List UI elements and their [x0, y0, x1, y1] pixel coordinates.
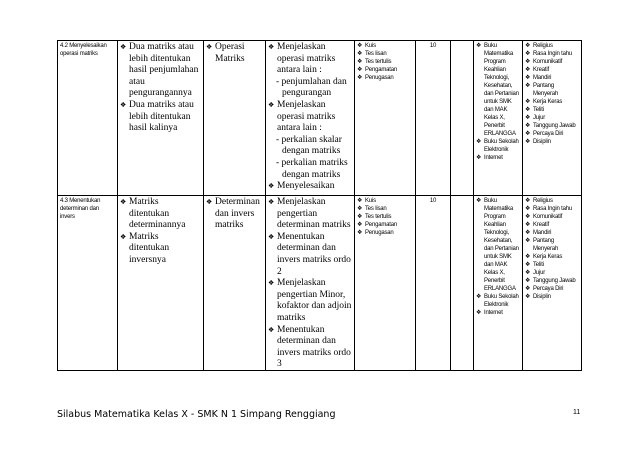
diamond-bullet-icon: ❖ — [357, 206, 363, 212]
waktu-value: 10 — [429, 43, 437, 49]
karakter-cell — [523, 196, 582, 371]
list-item: ❖ Tes lisan — [357, 51, 387, 57]
list-item: ❖ Rasa Ingin tahu — [525, 206, 573, 212]
diamond-bullet-icon: ❖ — [476, 43, 482, 49]
diamond-bullet-icon: ❖ — [525, 262, 531, 268]
list-item: ❖ Pengamatan — [357, 67, 398, 73]
penilaian-cell — [355, 196, 416, 371]
list-item: - penjumlahan dan pengurangan — [276, 76, 347, 99]
list-item: ❖ Menjelaskan operasi matriks antara lain : — [268, 42, 336, 76]
list-item: ❖ Mandiri — [525, 230, 552, 236]
karakter-cell — [523, 41, 582, 196]
kd-cell — [58, 41, 118, 196]
diamond-bullet-icon: ❖ — [525, 222, 531, 228]
syllabus-table — [57, 40, 582, 371]
list-item: ❖ Rasa Ingin tahu — [525, 51, 573, 57]
waktu-value: 10 — [429, 198, 437, 204]
list-item: ❖ Tanggung Jawab — [525, 278, 576, 284]
indikator-cell — [204, 196, 266, 371]
list-item: ❖ Disiplin — [525, 294, 551, 300]
diamond-bullet-icon: ❖ — [120, 198, 127, 206]
diamond-bullet-icon: ❖ — [525, 67, 531, 73]
list-item: ❖ Penugasan — [357, 75, 394, 81]
list-item: ❖ Menyelesaikan — [268, 181, 335, 192]
list-item: ❖ Percaya Diri — [525, 131, 564, 137]
sumber-cell — [474, 41, 523, 196]
diamond-bullet-icon: ❖ — [525, 83, 531, 89]
diamond-bullet-icon: ❖ — [525, 286, 531, 292]
diamond-bullet-icon: ❖ — [357, 214, 363, 220]
penilaian-cell — [355, 41, 416, 196]
list-item: - perkalian matriks dengan matriks — [276, 157, 348, 180]
diamond-bullet-icon: ❖ — [525, 238, 531, 244]
empty-cell — [451, 41, 474, 196]
list-item: ❖ Matriks ditentukan determinannya — [120, 197, 186, 231]
list-item: ❖ Jujur — [525, 270, 546, 276]
diamond-bullet-icon: ❖ — [525, 270, 531, 276]
diamond-bullet-icon: ❖ — [268, 279, 275, 288]
list-item: ❖ Menentukan determinan dan invers matriks ordo 2 — [268, 231, 351, 277]
list-item: ❖ Buku Sekolah Elektronik — [476, 294, 519, 308]
list-item: ❖ Religius — [525, 198, 553, 204]
indikator-cell — [204, 41, 266, 196]
diamond-bullet-icon: ❖ — [476, 139, 482, 145]
diamond-bullet-icon: ❖ — [525, 107, 531, 113]
list-item: ❖ Tes tertulis — [357, 214, 392, 220]
diamond-bullet-icon: ❖ — [357, 230, 363, 236]
list-item: ❖ Kuis — [357, 43, 376, 49]
list-item: ❖ Pantang Menyerah — [525, 238, 559, 252]
diamond-bullet-icon: ❖ — [525, 131, 531, 137]
diamond-bullet-icon: ❖ — [206, 198, 213, 206]
diamond-bullet-icon: ❖ — [268, 325, 275, 334]
diamond-bullet-icon: ❖ — [525, 59, 531, 65]
kegiatan-cell — [266, 41, 355, 196]
diamond-bullet-icon: ❖ — [525, 214, 531, 220]
list-item: ❖ Komunikatif — [525, 59, 563, 65]
diamond-bullet-icon: ❖ — [525, 254, 531, 260]
diamond-bullet-icon: ❖ — [357, 51, 363, 57]
list-item: ❖ Religius — [525, 43, 553, 49]
kd-cell — [58, 196, 118, 371]
list-item: ❖ Matriks ditentukan inversnya — [120, 231, 170, 265]
diamond-bullet-icon: ❖ — [525, 198, 531, 204]
list-item: ❖ Kuis — [357, 198, 376, 204]
list-item: ❖ Menjelaskan operasi matriks antara lain : — [268, 99, 336, 134]
list-item: ❖ Kreatif — [525, 67, 549, 73]
list-item: ❖ Buku Matematika Program Keahlian Teknologi, Kesehatan, dan Pertanian untuk SMK dan MAK Kelas X, Penerbit ERLANGGA — [476, 43, 519, 137]
list-item: ❖ Internet — [476, 155, 503, 161]
diamond-bullet-icon: ❖ — [120, 43, 127, 51]
list-item: ❖ Buku Matematika Program Keahlian Teknologi, Kesehatan, dan Pertanian untuk SMK dan MAK Kelas X, Penerbit ERLANGGA — [476, 198, 519, 292]
materi-cell — [118, 41, 204, 196]
waktu-cell — [416, 41, 451, 196]
kd-text: 4.2 Menyelesaikan operasi matriks — [60, 43, 107, 57]
list-item: ❖ Penugasan — [357, 230, 394, 236]
sumber-cell — [474, 196, 523, 371]
list-item: ❖ Menjelaskan pengertian Minor, kofaktor dan adjoin matriks — [268, 278, 352, 323]
diamond-bullet-icon: ❖ — [357, 75, 363, 81]
footer-title: Silabus Matematika Kelas X - SMK N 1 Simpang Renggiang — [57, 409, 336, 420]
list-item: ❖ Kerja Keras — [525, 99, 563, 105]
list-item: ❖ Operasi Matriks — [206, 42, 245, 64]
diamond-bullet-icon: ❖ — [476, 155, 482, 161]
diamond-bullet-icon: ❖ — [525, 206, 531, 212]
diamond-bullet-icon: ❖ — [357, 67, 363, 73]
diamond-bullet-icon: ❖ — [268, 43, 275, 51]
list-item: ❖ Dua matriks atau lebih ditentukan hasil kalinya — [120, 99, 194, 134]
list-item: ❖ Tanggung Jawab — [525, 123, 576, 129]
list-item: ❖ Tes lisan — [357, 206, 387, 212]
empty-cell — [451, 196, 474, 371]
diamond-bullet-icon: ❖ — [357, 222, 363, 228]
waktu-cell — [416, 196, 451, 371]
list-item: - perkalian skalar dengan matriks — [276, 134, 342, 157]
list-item: ❖ Jujur — [525, 115, 546, 121]
diamond-bullet-icon: ❖ — [525, 43, 531, 49]
list-item: ❖ Buku Sekolah Elektronik — [476, 139, 519, 153]
diamond-bullet-icon: ❖ — [525, 51, 531, 57]
diamond-bullet-icon: ❖ — [525, 123, 531, 129]
list-item: ❖ Dua matriks atau lebih ditentukan hasil penjumlahan atau pengurangannya — [120, 42, 199, 99]
diamond-bullet-icon: ❖ — [525, 278, 531, 284]
diamond-bullet-icon: ❖ — [120, 232, 127, 241]
list-item: ❖ Percaya Diri — [525, 286, 564, 292]
list-item: ❖ Tes tertulis — [357, 59, 392, 65]
list-item: ❖ Disiplin — [525, 139, 551, 145]
table-row — [58, 41, 582, 196]
list-item: ❖ Internet — [476, 310, 503, 316]
list-item: ❖ Kerja Keras — [525, 254, 563, 260]
list-item: ❖ Pengamatan — [357, 222, 398, 228]
list-item: ❖ Menentukan determinan dan invers matriks ordo 3 — [268, 324, 351, 369]
kd-text: 4.3 Menentukan determinan dan invers — [60, 198, 101, 220]
diamond-bullet-icon: ❖ — [357, 198, 363, 204]
diamond-bullet-icon: ❖ — [525, 294, 531, 300]
diamond-bullet-icon: ❖ — [357, 59, 363, 65]
diamond-bullet-icon: ❖ — [357, 43, 363, 49]
kegiatan-cell — [266, 196, 355, 371]
diamond-bullet-icon: ❖ — [476, 294, 482, 300]
diamond-bullet-icon: ❖ — [268, 182, 275, 191]
diamond-bullet-icon: ❖ — [476, 198, 482, 204]
diamond-bullet-icon: ❖ — [525, 115, 531, 121]
page-number: 11 — [573, 409, 581, 416]
diamond-bullet-icon: ❖ — [525, 99, 531, 105]
diamond-bullet-icon: ❖ — [268, 198, 275, 206]
diamond-bullet-icon: ❖ — [206, 43, 213, 51]
diamond-bullet-icon: ❖ — [525, 75, 531, 81]
list-item: ❖ Menjelaskan pengertian determinan matriks — [268, 197, 351, 231]
diamond-bullet-icon: ❖ — [120, 100, 127, 109]
diamond-bullet-icon: ❖ — [525, 139, 531, 145]
list-item: ❖ Determinan dan invers matriks — [206, 197, 260, 231]
list-item: ❖ Pantang Menyerah — [525, 83, 559, 97]
materi-cell — [118, 196, 204, 371]
list-item: ❖ Mandiri — [525, 75, 552, 81]
diamond-bullet-icon: ❖ — [268, 100, 275, 109]
table-row — [58, 196, 582, 371]
list-item: ❖ Teliti — [525, 262, 544, 268]
list-item: ❖ Komunikatif — [525, 214, 563, 220]
diamond-bullet-icon: ❖ — [525, 230, 531, 236]
list-item: ❖ Kreatif — [525, 222, 549, 228]
diamond-bullet-icon: ❖ — [476, 310, 482, 316]
diamond-bullet-icon: ❖ — [268, 232, 275, 241]
list-item: ❖ Teliti — [525, 107, 544, 113]
